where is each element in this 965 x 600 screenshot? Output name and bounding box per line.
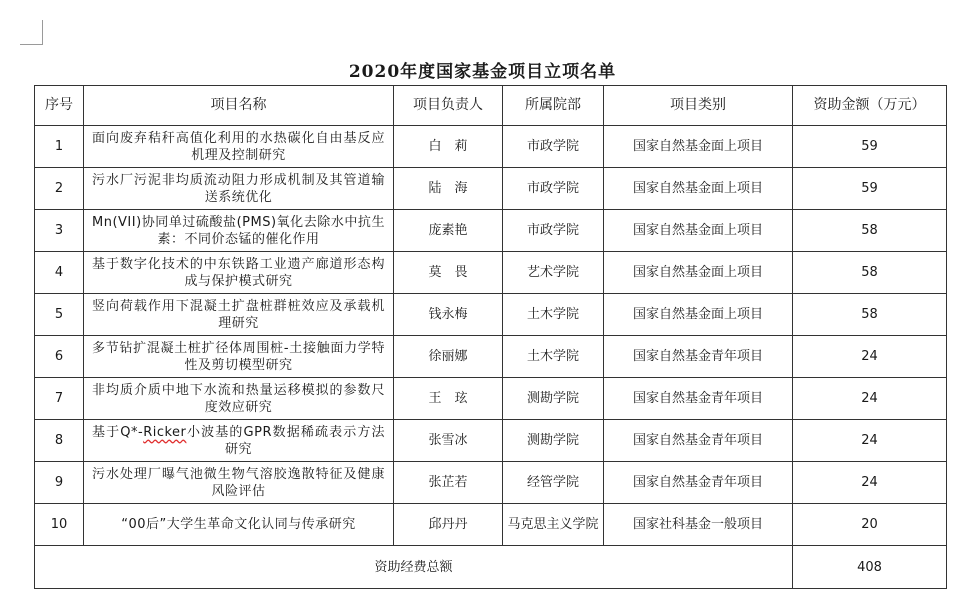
row-no: 5: [35, 294, 84, 336]
row-department: 土木学院: [503, 336, 604, 378]
document-title: 2020年度国家基金项目立项名单: [348, 62, 617, 82]
row-no: 6: [35, 336, 84, 378]
row-amount: 59: [793, 168, 947, 210]
page-corner-mark: [20, 20, 43, 45]
row-category: 国家自然基金面上项目: [604, 294, 793, 336]
row-no: 9: [35, 462, 84, 504]
row-project-name: “00后”大学生革命文化认同与传承研究: [84, 504, 394, 546]
header-category: 项目类别: [604, 86, 793, 126]
row-department: 马克思主义学院: [503, 504, 604, 546]
row-project-name: 污水处理厂曝气池微生物气溶胶逸散特征及健康风险评估: [84, 462, 394, 504]
header-no: 序号: [35, 86, 84, 126]
table-row: [35, 168, 947, 210]
row-no: 3: [35, 210, 84, 252]
table-row: [35, 336, 947, 378]
row-category: 国家自然基金面上项目: [604, 168, 793, 210]
row-project-name: 多节钻扩混凝土桩扩径体周围桩-土接触面力学特性及剪切模型研究: [84, 336, 394, 378]
row-no: 7: [35, 378, 84, 420]
table-total-row: [35, 546, 947, 589]
row-department: 艺术学院: [503, 252, 604, 294]
row-department: 测勘学院: [503, 378, 604, 420]
row-leader: 张芷若: [394, 462, 503, 504]
row-no: 8: [35, 420, 84, 462]
total-label: 资助经费总额: [35, 546, 793, 589]
row-no: 1: [35, 126, 84, 168]
row-leader: 白 莉: [394, 126, 503, 168]
row-amount: 58: [793, 252, 947, 294]
row-category: 国家自然基金青年项目: [604, 378, 793, 420]
row-category: 国家自然基金青年项目: [604, 336, 793, 378]
row-amount: 59: [793, 126, 947, 168]
header-project-name: 项目名称: [84, 86, 394, 126]
row-leader: 王 玹: [394, 378, 503, 420]
table-row: [35, 126, 947, 168]
spellcheck-flagged-word: Ricker: [143, 424, 187, 440]
table-row: [35, 210, 947, 252]
row-department: 经管学院: [503, 462, 604, 504]
row-leader: 陆 海: [394, 168, 503, 210]
row-no: 2: [35, 168, 84, 210]
row-no: 4: [35, 252, 84, 294]
table-header-row: [35, 86, 947, 126]
header-department: 所属院部: [503, 86, 604, 126]
table-row: [35, 252, 947, 294]
row-amount: 58: [793, 210, 947, 252]
table-row: [35, 504, 947, 546]
row-amount: 24: [793, 420, 947, 462]
table-row: [35, 294, 947, 336]
row-department: 土木学院: [503, 294, 604, 336]
project-table: [34, 85, 947, 589]
row-category: 国家自然基金青年项目: [604, 420, 793, 462]
row-leader: 徐丽娜: [394, 336, 503, 378]
name-part: 小波基的GPR数据稀疏表示方法研究: [186, 424, 385, 457]
table-row: [35, 462, 947, 504]
table-row: [35, 420, 947, 462]
row-project-name: 基于数字化技术的中东铁路工业遗产廊道形态构成与保护模式研究: [84, 252, 394, 294]
row-category: 国家自然基金面上项目: [604, 252, 793, 294]
name-part: 基于Q*-: [92, 424, 144, 440]
row-project-name: [84, 420, 394, 462]
row-leader: 庞素艳: [394, 210, 503, 252]
row-project-name: 面向废弃秸秆高值化利用的水热碳化自由基反应机理及控制研究: [84, 126, 394, 168]
row-project-name: Mn(VII)协同单过硫酸盐(PMS)氧化去除水中抗生素：不同价态锰的催化作用: [84, 210, 394, 252]
row-amount: 24: [793, 378, 947, 420]
row-amount: 24: [793, 462, 947, 504]
row-department: 市政学院: [503, 210, 604, 252]
row-department: 市政学院: [503, 168, 604, 210]
row-amount: 58: [793, 294, 947, 336]
row-category: 国家社科基金一般项目: [604, 504, 793, 546]
row-category: 国家自然基金面上项目: [604, 126, 793, 168]
row-leader: 莫 畏: [394, 252, 503, 294]
row-no: 10: [35, 504, 84, 546]
row-department: 市政学院: [503, 126, 604, 168]
row-leader: 张雪冰: [394, 420, 503, 462]
row-project-name: 污水厂污泥非均质流动阻力形成机制及其管道输送系统优化: [84, 168, 394, 210]
header-amount: 资助金额（万元）: [793, 86, 947, 126]
row-leader: 邱丹丹: [394, 504, 503, 546]
row-category: 国家自然基金青年项目: [604, 462, 793, 504]
total-amount: 408: [793, 546, 947, 589]
row-amount: 24: [793, 336, 947, 378]
row-project-name: 竖向荷载作用下混凝土扩盘桩群桩效应及承载机理研究: [84, 294, 394, 336]
header-leader: 项目负责人: [394, 86, 503, 126]
row-leader: 钱永梅: [394, 294, 503, 336]
row-project-name: 非均质介质中地下水流和热量运移模拟的参数尺度效应研究: [84, 378, 394, 420]
table-row: [35, 378, 947, 420]
row-department: 测勘学院: [503, 420, 604, 462]
row-category: 国家自然基金面上项目: [604, 210, 793, 252]
row-amount: 20: [793, 504, 947, 546]
